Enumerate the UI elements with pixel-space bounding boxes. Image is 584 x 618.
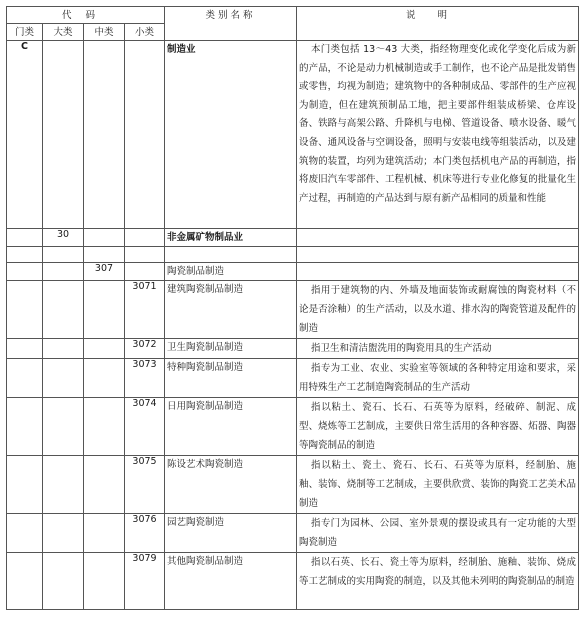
category-name: 非金属矿物制品业 <box>165 229 297 247</box>
category-name: 其他陶瓷制品制造 <box>165 553 297 610</box>
minor-header: 小类 <box>125 24 165 41</box>
category-desc: 指用于建筑物的内、外墙及地面装饰或耐腐蚀的陶瓷材料（不论是否涂釉）的生产活动，以及水道、排水沟的陶瓷管道及配件的制造 <box>297 281 579 339</box>
medium-header: 中类 <box>84 24 125 41</box>
door-header: 门类 <box>7 24 43 41</box>
minor-code: 3073 <box>125 359 165 398</box>
category-desc: 本门类包括 13～43 大类，指经物理变化或化学变化后成为新的产品，不论是动力机械制造或手工制作，也不论产品是批发销售或零售，均视为制造；建筑物中的各种制成品、零部件的生产应视为制造，但在建筑预制品工地，把主要部件组装成桥梁、仓库设备、铁路与高架公路、升降机与电梯、管道设备、喷水设备、暖气设备、通风设备与空调设备，照明与安装电线等组装活动，以及建筑物的装置，均列为建筑活动；本门类包括机电产品的再制造，指将废旧汽车零部件、工程机械、机床等进行专业化修复的批量化生产过程，再制造的产品达到与原有新产品相同的质量和性能 <box>297 41 579 229</box>
table-row <box>7 553 579 610</box>
category-name: 园艺陶瓷制造 <box>165 514 297 553</box>
table-row <box>7 359 579 398</box>
minor-code: 3074 <box>125 398 165 456</box>
table-row <box>7 247 579 263</box>
table-row <box>7 514 579 553</box>
table-row <box>7 229 579 247</box>
category-desc: 指专为工业、农业、实验室等领域的各种特定用途和要求，采用特殊生产工艺制造陶瓷制品的生产活动 <box>297 359 579 398</box>
major-code: 30 <box>43 229 84 247</box>
category-desc: 指卫生和清洁盥洗用的陶瓷用具的生产活动 <box>297 339 579 359</box>
category-desc: 指以粘土、瓷土、瓷石、长石、石英等为原料，经制胎、施釉、装饰、烧制等工艺制成，主要供欣赏、装饰的陶瓷工艺美术品制造 <box>297 456 579 514</box>
code-header: 代码 <box>7 7 165 24</box>
category-name: 陶瓷制品制造 <box>165 263 297 281</box>
door-code: C <box>7 41 43 229</box>
category-name: 卫生陶瓷制品制造 <box>165 339 297 359</box>
medium-code: 307 <box>84 263 125 281</box>
classification-table <box>6 6 579 610</box>
category-name: 特种陶瓷制品制造 <box>165 359 297 398</box>
table-row <box>7 456 579 514</box>
table-row <box>7 339 579 359</box>
category-name: 陈设艺术陶瓷制造 <box>165 456 297 514</box>
category-name: 日用陶瓷制品制造 <box>165 398 297 456</box>
minor-code: 3075 <box>125 456 165 514</box>
table-row <box>7 263 579 281</box>
name-header: 类别名称 <box>165 7 297 41</box>
table-row <box>7 41 579 229</box>
minor-code: 3076 <box>125 514 165 553</box>
header-row-top <box>7 7 579 24</box>
table-row <box>7 398 579 456</box>
minor-code: 3079 <box>125 553 165 610</box>
minor-code: 3071 <box>125 281 165 339</box>
table-row <box>7 281 579 339</box>
category-name: 建筑陶瓷制品制造 <box>165 281 297 339</box>
minor-code: 3072 <box>125 339 165 359</box>
category-desc: 指专门为园林、公园、室外景观的摆设或具有一定功能的大型陶瓷制造 <box>297 514 579 553</box>
category-name: 制造业 <box>165 41 297 229</box>
category-desc: 指以粘土、瓷石、长石、石英等为原料，经破碎、制泥、成型、烧炼等工艺制成，主要供日常生活用的各种容器、炻器、陶器等陶瓷制品的制造 <box>297 398 579 456</box>
major-header: 大类 <box>43 24 84 41</box>
desc-header: 说明 <box>297 7 579 41</box>
category-desc: 指以石英、长石、瓷土等为原料，经制胎、施釉、装饰、烧成等工艺制成的实用陶瓷的制造，以及其他未列明的陶瓷制品的制造 <box>297 553 579 610</box>
